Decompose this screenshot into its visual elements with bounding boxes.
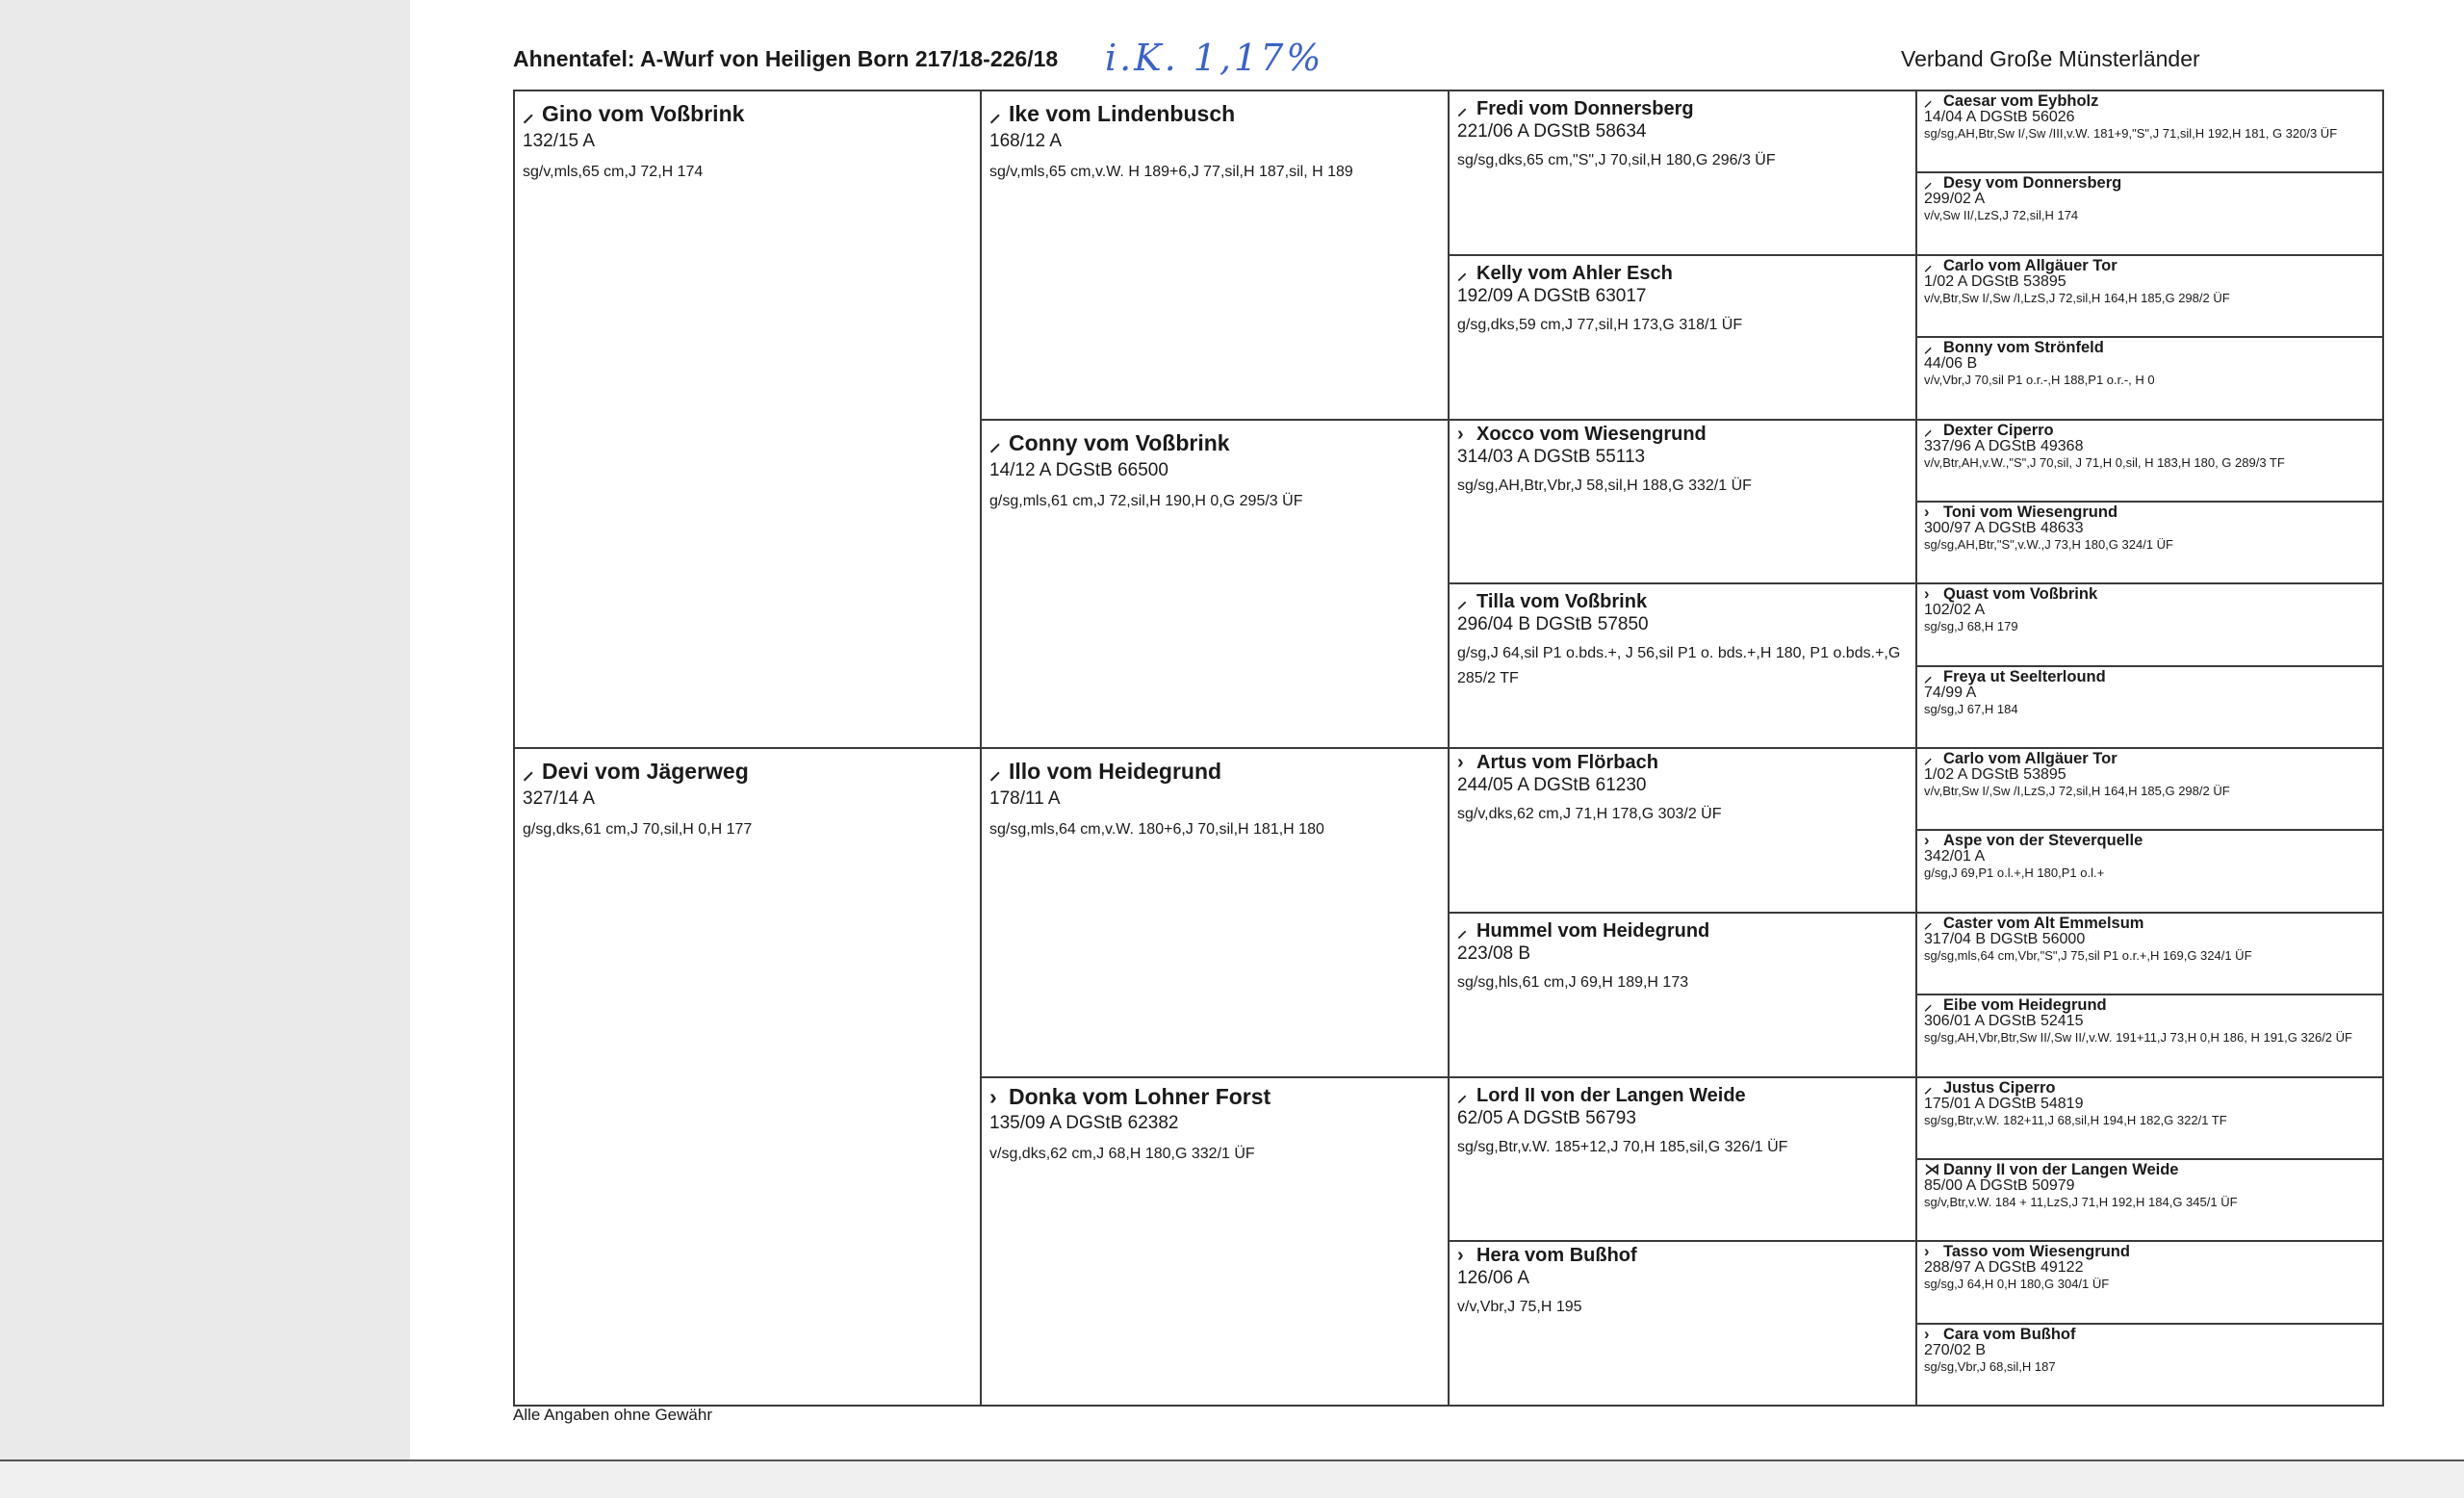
grandparent-cell	[980, 747, 1450, 1078]
dog-name: Carlo vom Allgäuer Tor	[1943, 257, 2118, 274]
performance-info: sg/sg,dks,65 cm,"S",J 70,sil,H 180,G 296/3 ÜF	[1457, 152, 1776, 168]
registration-number: 44/06 B	[1924, 355, 1978, 373]
dog-name-line	[989, 426, 1440, 457]
scan-bottom-edge	[0, 1459, 2464, 1498]
dog-name-line	[1924, 1327, 2375, 1343]
dog-name: Kelly vom Ahler Esch	[1476, 263, 1673, 284]
dog-name: Freya ut Seelterlound	[1943, 668, 2106, 685]
registration-number: 14/04 A DGStB 56026	[1924, 109, 2075, 126]
great-great-grandparent-cell	[1915, 254, 2384, 338]
dog-name: Ike vom Lindenbusch	[1009, 101, 1236, 126]
dog-name: Quast vom Voßbrink	[1943, 585, 2098, 603]
performance-info: v/v,Vbr,J 70,sil P1 o.r.-,H 188,P1 o.r.-, H 0	[1924, 373, 2155, 388]
parent-cell	[513, 90, 982, 749]
ancestor-marker: ⸝	[1924, 339, 1933, 356]
dog-name: Conny vom Voßbrink	[1009, 430, 1230, 455]
registration-number: 288/97 A DGStB 49122	[1924, 1259, 2084, 1277]
dog-name-line	[1924, 175, 2375, 192]
dog-name: Desy vom Donnersberg	[1943, 174, 2122, 192]
great-great-grandparent-cell	[1915, 912, 2384, 995]
ancestor-marker: ⸝	[989, 759, 1001, 784]
dog-name: Fredi vom Donnersberg	[1476, 98, 1694, 119]
great-grandparent-cell	[1448, 254, 1917, 421]
registration-number: 270/02 B	[1924, 1342, 1987, 1359]
handwritten-inbreeding-note: i.K. 1,17%	[1105, 37, 1324, 79]
dog-name-line	[1457, 94, 1908, 120]
dog-name: Donka vom Lohner Forst	[1009, 1084, 1271, 1109]
great-grandparent-cell	[1448, 747, 1917, 914]
registration-number: 317/04 B DGStB 56000	[1924, 931, 2086, 948]
dog-name-line	[989, 97, 1440, 128]
performance-info: sg/sg,AH,Vbr,Btr,Sw II/,Sw II/,v.W. 191+11,J 73,H 0,H 186, H 191,G 326/2 ÜF	[1924, 1030, 2352, 1046]
dog-name: Toni vom Wiesengrund	[1943, 504, 2118, 521]
registration-number: 342/01 A	[1924, 848, 1986, 865]
ancestor-marker: ›	[1457, 424, 1464, 445]
great-great-grandparent-cell	[1915, 1076, 2384, 1160]
dog-name-line	[1924, 340, 2375, 356]
ancestor-marker: ⸝	[1924, 915, 1933, 932]
great-great-grandparent-cell	[1915, 1323, 2384, 1407]
great-great-grandparent-cell	[1915, 171, 2384, 256]
dog-name: Aspe von der Steverquelle	[1943, 832, 2143, 849]
performance-info: g/sg,dks,61 cm,J 70,sil,H 0,H 177	[523, 821, 753, 838]
great-great-grandparent-cell	[1915, 336, 2384, 421]
dog-name-line	[1457, 752, 1908, 774]
registration-number: 314/03 A DGStB 55113	[1457, 447, 1646, 467]
dog-name: Eibe vom Heidegrund	[1943, 996, 2107, 1014]
performance-info: sg/sg,Btr,v.W. 182+11,J 68,sil,H 194,H 182,G 322/1 TF	[1924, 1113, 2227, 1128]
ancestor-marker: ⸝	[989, 101, 1001, 126]
dog-name: Carlo vom Allgäuer Tor	[1943, 750, 2118, 767]
performance-info: sg/sg,J 64,H 0,H 180,G 304/1 ÜF	[1924, 1277, 2110, 1292]
ancestor-marker: ⋊	[1924, 1161, 1940, 1178]
great-grandparent-cell	[1448, 582, 1917, 749]
performance-info: v/v,Btr,AH,v.W.,"S",J 70,sil, J 71,H 0,sil, H 183,H 180, G 289/3 TF	[1924, 455, 2285, 471]
performance-info: sg/sg,Btr,v.W. 185+12,J 70,H 185,sil,G 326/1 ÜF	[1457, 1139, 1788, 1155]
registration-number: 300/97 A DGStB 48633	[1924, 520, 2084, 537]
ancestor-marker: ⸝	[1457, 263, 1467, 284]
dog-name-line	[1457, 587, 1908, 613]
grandparent-cell	[980, 90, 1450, 421]
performance-info: g/sg,mls,61 cm,J 72,sil,H 190,H 0,G 295/3 ÜF	[989, 493, 1303, 509]
dog-name-line	[1924, 669, 2375, 685]
performance-info: v/v,Vbr,J 75,H 195	[1457, 1299, 1582, 1315]
dog-name-line	[1924, 916, 2375, 932]
dog-name: Lord II von der Langen Weide	[1476, 1085, 1746, 1106]
great-great-grandparent-cell	[1915, 501, 2384, 584]
great-grandparent-cell	[1448, 1076, 1917, 1242]
dog-name: Devi vom Jägerweg	[542, 759, 749, 784]
dog-name-line	[1924, 423, 2375, 439]
dog-name: Caesar vom Eybholz	[1943, 92, 2099, 110]
performance-info: sg/v,mls,65 cm,J 72,H 174	[523, 164, 704, 180]
great-grandparent-cell	[1448, 90, 1917, 256]
registration-number: 299/02 A	[1924, 191, 1986, 208]
registration-number: 135/09 A DGStB 62382	[989, 1113, 1179, 1133]
document-title: Ahnentafel: A-Wurf von Heiligen Born 217/18-226/18	[513, 46, 1059, 71]
disclaimer: Alle Angaben ohne Gewähr	[513, 1406, 712, 1424]
performance-info: sg/v,mls,65 cm,v.W. H 189+6,J 77,sil,H 187,sil, H 189	[989, 164, 1353, 180]
parent-cell	[513, 747, 982, 1407]
ancestor-marker: ⸝	[989, 430, 1001, 455]
ancestor-marker: ⸝	[1924, 257, 1933, 274]
dog-name-line	[1457, 917, 1908, 943]
dog-name: Hummel vom Heidegrund	[1476, 920, 1710, 942]
registration-number: 337/96 A DGStB 49368	[1924, 438, 2084, 455]
dog-name: Justus Ciperro	[1943, 1079, 2056, 1097]
great-great-grandparent-cell	[1915, 1158, 2384, 1242]
organization-name: Verband Große Münsterländer	[1901, 46, 2200, 71]
great-great-grandparent-cell	[1915, 419, 2384, 503]
scan-margin	[0, 0, 410, 1496]
registration-number: 132/15 A	[523, 131, 596, 151]
great-great-grandparent-cell	[1915, 829, 2384, 914]
ancestor-marker: ⸝	[1457, 591, 1467, 612]
registration-number: 168/12 A	[989, 131, 1063, 151]
performance-info: sg/sg,J 67,H 184	[1924, 702, 2018, 717]
registration-number: 102/02 A	[1924, 602, 1986, 619]
performance-info: sg/sg,mls,64 cm,v.W. 180+6,J 70,sil,H 181,H 180	[989, 821, 1324, 838]
dog-name-line	[1924, 1162, 2375, 1178]
registration-number: 306/01 A DGStB 52415	[1924, 1013, 2084, 1030]
performance-info: sg/v,Btr,v.W. 184 + 11,LzS,J 71,H 192,H 184,G 345/1 ÜF	[1924, 1195, 2238, 1210]
dog-name-line	[1924, 751, 2375, 767]
performance-info: sg/sg,AH,Btr,Vbr,J 58,sil,H 188,G 332/1 ÜF	[1457, 478, 1752, 494]
registration-number: 178/11 A	[989, 788, 1061, 809]
ancestor-marker: ⸝	[1924, 422, 1933, 439]
performance-info: v/sg,dks,62 cm,J 68,H 180,G 332/1 ÜF	[989, 1146, 1255, 1162]
ancestor-marker: ⸝	[1924, 668, 1933, 685]
great-grandparent-cell	[1448, 1240, 1917, 1407]
registration-number: 126/06 A	[1457, 1268, 1530, 1288]
performance-info: v/v,Sw II/,LzS,J 72,sil,H 174	[1924, 208, 2079, 223]
performance-info: v/v,Btr,Sw I/,Sw /I,LzS,J 72,sil,H 164,H 185,G 298/2 ÜF	[1924, 784, 2230, 799]
dog-name-line	[523, 97, 972, 128]
registration-number: 62/05 A DGStB 56793	[1457, 1108, 1636, 1128]
great-great-grandparent-cell	[1915, 582, 2384, 667]
ancestor-marker: ⸝	[1924, 174, 1933, 192]
performance-info: g/sg,dks,59 cm,J 77,sil,H 173,G 318/1 ÜF	[1457, 317, 1743, 333]
great-great-grandparent-cell	[1915, 90, 2384, 173]
dog-name-line	[1924, 1244, 2375, 1260]
dog-name: Xocco vom Wiesengrund	[1476, 424, 1707, 445]
registration-number: 175/01 A DGStB 54819	[1924, 1096, 2084, 1113]
ancestor-marker: ›	[1924, 832, 1930, 849]
ancestor-marker: ›	[1457, 1245, 1464, 1266]
ancestor-marker: ⸝	[1924, 750, 1933, 767]
ancestor-marker: ⸝	[523, 101, 534, 126]
grandparent-cell	[980, 419, 1450, 749]
dog-name: Bonny vom Strönfeld	[1943, 339, 2104, 356]
registration-number: 74/99 A	[1924, 684, 1977, 702]
performance-info: sg/sg,mls,64 cm,Vbr,"S",J 75,sil P1 o.r.+,H 169,G 324/1 ÜF	[1924, 948, 2252, 964]
ancestor-marker: ›	[989, 1084, 997, 1109]
ancestor-marker: ›	[1924, 585, 1930, 603]
ancestor-marker: ⸝	[1457, 920, 1467, 942]
performance-info: g/sg,J 69,P1 o.l.+,H 180,P1 o.l.+	[1924, 865, 2105, 881]
ancestor-marker: ⸝	[1924, 92, 1933, 110]
performance-info: sg/sg,hls,61 cm,J 69,H 189,H 173	[1457, 974, 1689, 991]
registration-number: 192/09 A DGStB 63017	[1457, 286, 1647, 306]
performance-info: sg/sg,AH,Btr,"S",v.W.,J 73,H 180,G 324/1 ÜF	[1924, 537, 2173, 553]
dog-name-line	[1924, 504, 2375, 521]
dog-name: Caster vom Alt Emmelsum	[1943, 915, 2144, 932]
dog-name-line	[1457, 424, 1908, 446]
great-great-grandparent-cell	[1915, 1240, 2384, 1325]
dog-name-line	[1924, 997, 2375, 1014]
registration-number: 14/12 A DGStB 66500	[989, 460, 1168, 480]
dog-name-line	[1924, 1080, 2375, 1097]
dog-name: Illo vom Heidegrund	[1009, 759, 1222, 784]
dog-name-line	[1457, 1245, 1908, 1267]
performance-info: v/v,Btr,Sw I/,Sw /I,LzS,J 72,sil,H 164,H 185,G 298/2 ÜF	[1924, 291, 2230, 306]
dog-name: Tilla vom Voßbrink	[1476, 591, 1648, 612]
performance-info: sg/sg,J 68,H 179	[1924, 619, 2018, 634]
ancestor-marker: ›	[1924, 1326, 1930, 1343]
dog-name-line	[1924, 258, 2375, 274]
performance-info: g/sg,J 64,sil P1 o.bds.+, J 56,sil P1 o. bds.+,H 180, P1 o.bds.+,G 285/2 TF	[1457, 645, 1901, 687]
registration-number: 244/05 A DGStB 61230	[1457, 775, 1647, 795]
dog-name-line	[1457, 259, 1908, 285]
great-great-grandparent-cell	[1915, 747, 2384, 831]
registration-number: 1/02 A DGStB 53895	[1924, 273, 2066, 291]
ancestor-marker: ⸝	[1924, 996, 1933, 1014]
dog-name: Dexter Ciperro	[1943, 422, 2054, 439]
great-grandparent-cell	[1448, 419, 1917, 584]
dog-name-line	[989, 1084, 1440, 1110]
ancestor-marker: ›	[1924, 1243, 1930, 1260]
dog-name-line	[1924, 93, 2375, 110]
dog-name-line	[1924, 586, 2375, 603]
ancestor-marker: ⸝	[1457, 98, 1467, 119]
ancestor-marker: ⸝	[1924, 1079, 1933, 1097]
dog-name-line	[523, 755, 972, 786]
dog-name-line	[1457, 1081, 1908, 1107]
dog-name-line	[989, 755, 1440, 786]
ancestor-marker: ⸝	[1457, 1085, 1467, 1106]
dog-name: Danny II von der Langen Weide	[1943, 1161, 2179, 1178]
grandparent-cell	[980, 1076, 1450, 1407]
registration-number: 1/02 A DGStB 53895	[1924, 766, 2066, 784]
registration-number: 327/14 A	[523, 788, 596, 809]
great-great-grandparent-cell	[1915, 994, 2384, 1078]
registration-number: 296/04 B DGStB 57850	[1457, 614, 1649, 634]
dog-name: Tasso vom Wiesengrund	[1943, 1243, 2130, 1260]
dog-name: Cara vom Bußhof	[1943, 1326, 2076, 1343]
dog-name-line	[1924, 833, 2375, 849]
registration-number: 85/00 A DGStB 50979	[1924, 1177, 2075, 1195]
great-great-grandparent-cell	[1915, 665, 2384, 749]
ancestor-marker: ›	[1924, 504, 1930, 521]
dog-name: Hera vom Bußhof	[1476, 1245, 1637, 1266]
dog-name: Gino vom Voßbrink	[542, 101, 745, 126]
registration-number: 223/08 B	[1457, 943, 1531, 964]
ancestor-marker: ⸝	[523, 759, 534, 784]
performance-info: sg/sg,Vbr,J 68,sil,H 187	[1924, 1359, 2056, 1375]
dog-name: Artus vom Flörbach	[1476, 752, 1658, 773]
performance-info: sg/v,dks,62 cm,J 71,H 178,G 303/2 ÜF	[1457, 806, 1722, 822]
ancestor-marker: ›	[1457, 752, 1464, 773]
registration-number: 221/06 A DGStB 58634	[1457, 121, 1647, 142]
great-grandparent-cell	[1448, 912, 1917, 1078]
performance-info: sg/sg,AH,Btr,Sw I/,Sw /III,v.W. 181+9,"S",J 71,sil,H 192,H 181, G 320/3 ÜF	[1924, 126, 2338, 142]
